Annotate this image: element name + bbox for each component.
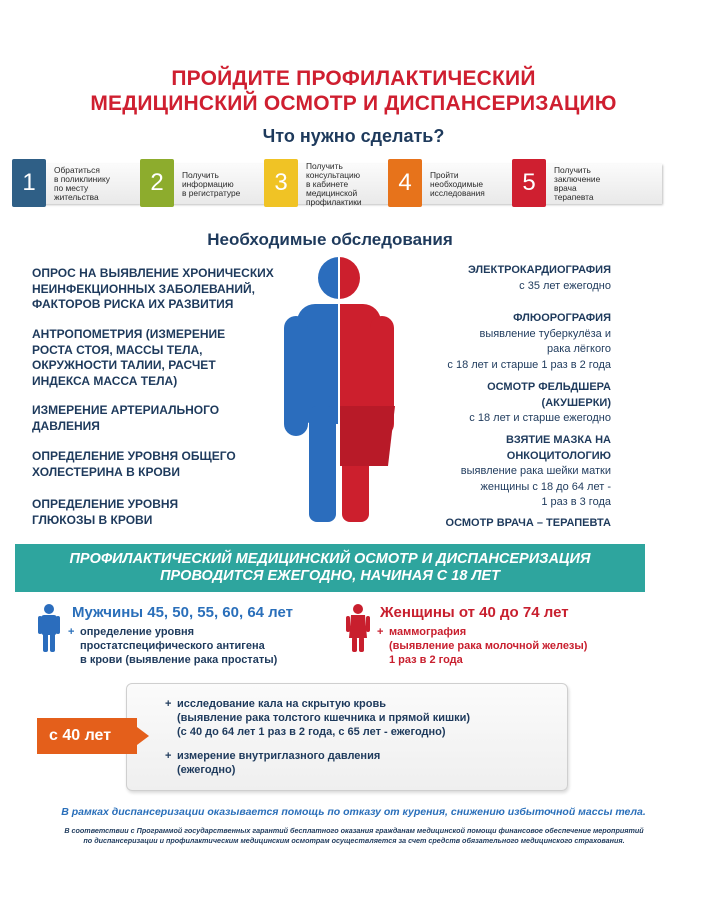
step-1-box [42,164,140,204]
step-2-text-1: Получить [182,169,219,180]
exam-left-2-line-4: ИНДЕКСА МАССА ТЕЛА) [32,373,178,388]
step-5-box [542,164,662,204]
exams-heading: Необходимые обследования [207,230,453,249]
step-4-text-1: Пройти [430,169,459,180]
exam-right-smear [361,433,611,511]
over40-plus-2: + [165,750,172,762]
age-badge-arrow-icon [137,727,149,745]
exam-left-3-line-2: ДАВЛЕНИЯ [32,418,100,433]
step-2-box [170,164,266,204]
exam-left-1-line-2: НЕИНФЕКЦИОННЫХ ЗАБОЛЕВАНИЙ, [32,281,255,296]
fluoro-note-2: рака лёгкого [547,343,611,355]
step-5-text-2: заключение [554,174,601,184]
exam-right-feldsher [361,380,611,427]
smear-note-2: женщины с 18 до 64 лет - [480,480,611,493]
step-1-text-2: в поликлинику [54,174,110,184]
step-1-text-4: жительства [54,192,99,202]
step-2-number: 2 [140,159,174,207]
step-1-number: 1 [12,159,46,207]
annual-banner [15,544,645,592]
exam-left-3-line-1: ИЗМЕРЕНИЕ АРТЕРИАЛЬНОГО [32,403,220,417]
man-icon [38,604,60,652]
step-3-text-5: профилактики [306,196,362,207]
women-line-3: 1 раз в 2 года [389,654,463,666]
exam-left-2-line-3: ОКРУЖНОСТИ ТАЛИИ, РАСЧЕТ [32,358,216,372]
men-title: Мужчины 45, 50, 55, 60, 64 лет [72,604,294,621]
fluoro-title: ФЛЮОРОГРАФИЯ [513,312,611,324]
women-details [377,625,587,667]
footer-legal-line-1: В соответствии с Программой государственных гарантий бесплатного оказания гражданам медицинской помощи финансовое обеспечение мероприятий [64,826,644,835]
over40-item-2 [165,749,380,777]
step-4-number: 4 [388,159,422,207]
over40-item-1-line-2: (выявление рака толстого кшечника и прямой кишки) [177,712,471,724]
women-plus: + [377,626,384,638]
women-line-2: (выявление рака молочной железы) [389,640,588,652]
exam-right-ecg [361,263,611,294]
exam-right-fluoro [361,311,611,373]
therapist-title: ОСМОТР ВРАЧА – ТЕРАПЕВТА [445,517,611,529]
exam-left-5-line-1: ОПРЕДЕЛЕНИЕ УРОВНЯ [32,497,179,511]
exam-left-4-line-2: ХОЛЕСТЕРИНА В КРОВИ [32,464,180,479]
exam-left-5 [32,497,277,528]
over40-item-2-line-1: измерение внутриглазного давления [177,750,381,762]
exam-left-1-line-3: ФАКТОРОВ РИСКА ИХ РАЗВИТИЯ [32,297,234,311]
step-1-text-3: по месту [54,183,89,193]
women-title: Женщины от 40 до 74 лет [380,604,569,621]
step-4-text-2: необходимые [430,178,484,189]
page-subtitle: Что нужно сделать? [262,126,445,146]
men-line-1: определение уровня [80,626,195,638]
step-5-text-3: врача [554,183,577,193]
step-3-number: 3 [264,159,298,207]
men-line-3: в крови (выявление рака простаты) [80,654,278,666]
step-3-text-3: в кабинете [306,178,349,189]
step-3-text-1: Получить [306,160,343,171]
ecg-title: ЭЛЕКТРОКАРДИОГРАФИЯ [468,264,611,276]
banner-line-1: ПРОФИЛАКТИЧЕСКИЙ МЕДИЦИНСКИЙ ОСМОТР И ДИСПАНСЕРИЗАЦИЯ [69,551,591,567]
feldsher-note: с 18 лет и старше ежегодно [469,412,611,424]
age-badge: с 40 лет [37,718,137,754]
over40-plus-1: + [165,698,172,710]
step-4-text-3: исследования [430,187,485,198]
over40-item-1-line-3: (с 40 до 64 лет 1 раз в 2 года, с 65 лет - ежегодно) [177,726,446,738]
feldsher-title-2: (АКУШЕРКИ) [541,396,611,409]
page-title [0,66,707,116]
over40-item-1-line-1: исследование кала на скрытую кровь [177,698,387,710]
footer-note: В рамках диспансеризации оказывается помощь по отказу от курения, снижению избыточной массы тела. [61,806,646,818]
step-1-text-1: Обратиться [54,165,100,175]
smear-note-1: выявление рака шейки матки [460,465,611,477]
exam-left-5-line-2: ГЛЮКОЗЫ В КРОВИ [32,512,153,527]
exam-left-4 [32,449,277,480]
women-line-1: маммография [389,626,467,638]
step-2-text-3: в регистратуре [182,187,241,198]
exam-left-2-line-2: РОСТА СТОЯ, МАССЫ ТЕЛА, [32,342,203,357]
footer-legal-line-2: по диспансеризации и профилактическим медицинским осмотрам осуществляется за счет средств обязательного медицинского страхования. [83,836,625,845]
step-2-text-2: информацию [182,178,234,189]
smear-title-2: ОНКОЦИТОЛОГИЮ [506,449,611,462]
over40-item-2-line-2: (ежегодно) [177,764,236,776]
step-5-text-1: Получить [554,165,591,175]
step-4-box [418,164,514,204]
step-3-text-2: консультацию [306,169,360,180]
exam-left-2-line-1: АНТРОПОМЕТРИЯ (ИЗМЕРЕНИЕ [32,327,226,341]
woman-icon [346,604,370,652]
banner-line-2: ПРОВОДИТСЯ ЕЖЕГОДНО, НАЧИНАЯ С 18 ЛЕТ [160,568,500,584]
exam-left-1-line-1: ОПРОС НА ВЫЯВЛЕНИЕ ХРОНИЧЕСКИХ [32,266,274,280]
exam-left-4-line-1: ОПРЕДЕЛЕНИЕ УРОВНЯ ОБЩЕГО [32,449,236,463]
fluoro-note-3: с 18 лет и старше 1 раз в 2 года [447,358,611,371]
exam-left-2 [32,327,277,389]
title-line-1: ПРОЙДИТЕ ПРОФИЛАКТИЧЕСКИЙ [171,67,536,90]
feldsher-title-1: ОСМОТР ФЕЛЬДШЕРА [487,381,611,393]
smear-note-3: 1 раз в 3 года [541,496,611,508]
steps-row [12,158,632,210]
step-5-text-4: терапевта [554,192,594,202]
men-line-2: простатспецифического антигена [80,640,265,652]
men-plus: + [68,626,75,638]
step-5-number: 5 [512,159,546,207]
men-details [68,625,277,667]
title-line-2: МЕДИЦИНСКИЙ ОСМОТР И ДИСПАНСЕРИЗАЦИЮ [90,92,617,115]
over40-item-1 [165,697,470,739]
ecg-note: с 35 лет ежегодно [519,279,611,292]
exam-right-therapist [361,516,611,532]
smear-title-1: ВЗЯТИЕ МАЗКА НА [506,434,611,446]
footer-legal [18,826,690,846]
exam-left-3 [32,403,277,434]
fluoro-note-1: выявление туберкулёза и [479,327,611,340]
step-3-box [294,160,394,207]
step-3-text-4: медицинской [306,187,358,198]
exam-left-1 [32,266,277,313]
